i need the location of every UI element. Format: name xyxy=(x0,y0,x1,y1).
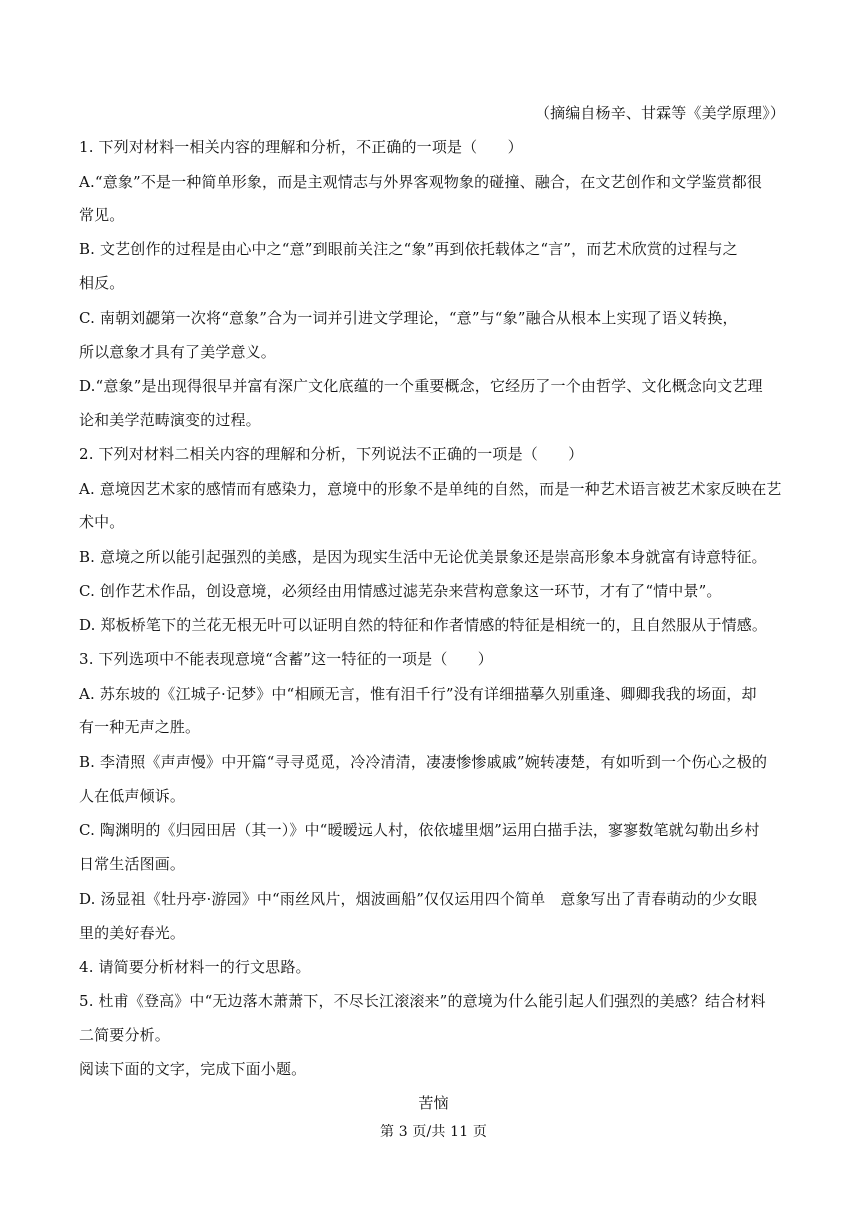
question-1-option-b-line-2: 相反。 xyxy=(79,274,125,292)
question-2-option-a-line-1: A. 意境因艺术家的感情而有感染力，意境中的形象不是单纯的自然，而是一种艺术语言被艺术家反映在艺 xyxy=(79,480,782,498)
question-1-option-c-line-1: C. 南朝刘勰第一次将“意象”合为一词并引进文学理论，“意”与“象”融合从根本上实现了语义转换， xyxy=(79,309,738,327)
question-1-option-d-line-2: 论和美学范畴演变的过程。 xyxy=(79,411,261,429)
question-3-option-a-line-1: A. 苏东坡的《江城子·记梦》中“相顾无言，惟有泪千行”没有详细描摹久别重逢、卿卿我我的场面，却 xyxy=(79,685,757,703)
page-footer: 第 3 页/共 11 页 xyxy=(379,1124,488,1140)
question-1-option-b-line-1: B. 文艺创作的过程是由心中之“意”到眼前关注之“象”再到依托载体之“言”，而艺术欣赏的过程与之 xyxy=(79,240,738,258)
question-1-option-a-line-1: A.“意象”不是一种简单形象，而是主观情志与外界客观物象的碰撞、融合，在文艺创作和文学鉴赏都很 xyxy=(79,173,762,191)
question-2-option-a-line-2: 术中。 xyxy=(79,513,125,531)
question-1-option-c-line-2: 所以意象才具有了美学意义。 xyxy=(79,343,276,361)
question-3-stem: 3. 下列选项中不能表现意境“含蓄”这一特征的一项是（ ） xyxy=(79,650,493,668)
question-5-stem-line-2: 二简要分析。 xyxy=(79,1026,170,1044)
question-2-stem: 2. 下列对材料二相关内容的理解和分析，下列说法不正确的一项是（ ） xyxy=(79,445,584,463)
source-citation: （摘编自杨辛、甘霖等《美学原理》） xyxy=(534,104,785,122)
question-3-option-d-line-1: D. 汤显祖《牡丹亭·游园》中“雨丝风片，烟波画船”仅仅运用四个简单 意象写出了青春萌动的少女眼 xyxy=(79,890,758,908)
question-3-option-b-line-2: 人在低声倾诉。 xyxy=(79,787,186,805)
question-1-option-a-line-2: 常见。 xyxy=(79,206,125,224)
question-3-option-a-line-2: 有一种无声之胜。 xyxy=(79,718,201,736)
question-2-option-b: B. 意境之所以能引起强烈的美感，是因为现实生活中无论优美景象还是崇高形象本身就富有诗意特征。 xyxy=(79,548,767,566)
reading-instruction: 阅读下面的文字，完成下面小题。 xyxy=(79,1060,307,1078)
question-3-option-b-line-1: B. 李清照《声声慢》中开篇“寻寻觅觅，冷冷清清，凄凄惨惨戚戚”婉转凄楚，有如听到一个伤心之极的 xyxy=(79,753,768,771)
question-5-stem-line-1: 5. 杜甫《登高》中“无边落木萧萧下，不尽长江滚滚来”的意境为什么能引起人们强烈的美感？结合材料 xyxy=(79,992,766,1010)
question-3-option-c-line-1: C. 陶渊明的《归园田居（其一）》中“暧暧远人村，依依墟里烟”运用白描手法，寥寥数笔就勾勒出乡村 xyxy=(79,821,760,839)
question-2-option-d: D. 郑板桥笔下的兰花无根无叶可以证明自然的特征和作者情感的特征是相统一的，且自然服从于情感。 xyxy=(79,616,768,634)
passage-title: 苦恼 xyxy=(418,1094,449,1112)
question-1-option-d-line-1: D.“意象”是出现得很早并富有深广文化底蕴的一个重要概念，它经历了一个由哲学、文化概念向文艺理 xyxy=(79,377,763,395)
question-2-option-c: C. 创作艺术作品，创设意境，必须经由用情感过滤芜杂来营构意象这一环节，才有了“情中景”。 xyxy=(79,582,722,600)
question-3-option-c-line-2: 日常生活图画。 xyxy=(79,855,186,873)
question-4-stem: 4. 请简要分析材料一的行文思路。 xyxy=(79,958,311,976)
question-1-stem: 1. 下列对材料一相关内容的理解和分析，不正确的一项是（ ） xyxy=(79,138,523,156)
question-3-option-d-line-2: 里的美好春光。 xyxy=(79,924,186,942)
